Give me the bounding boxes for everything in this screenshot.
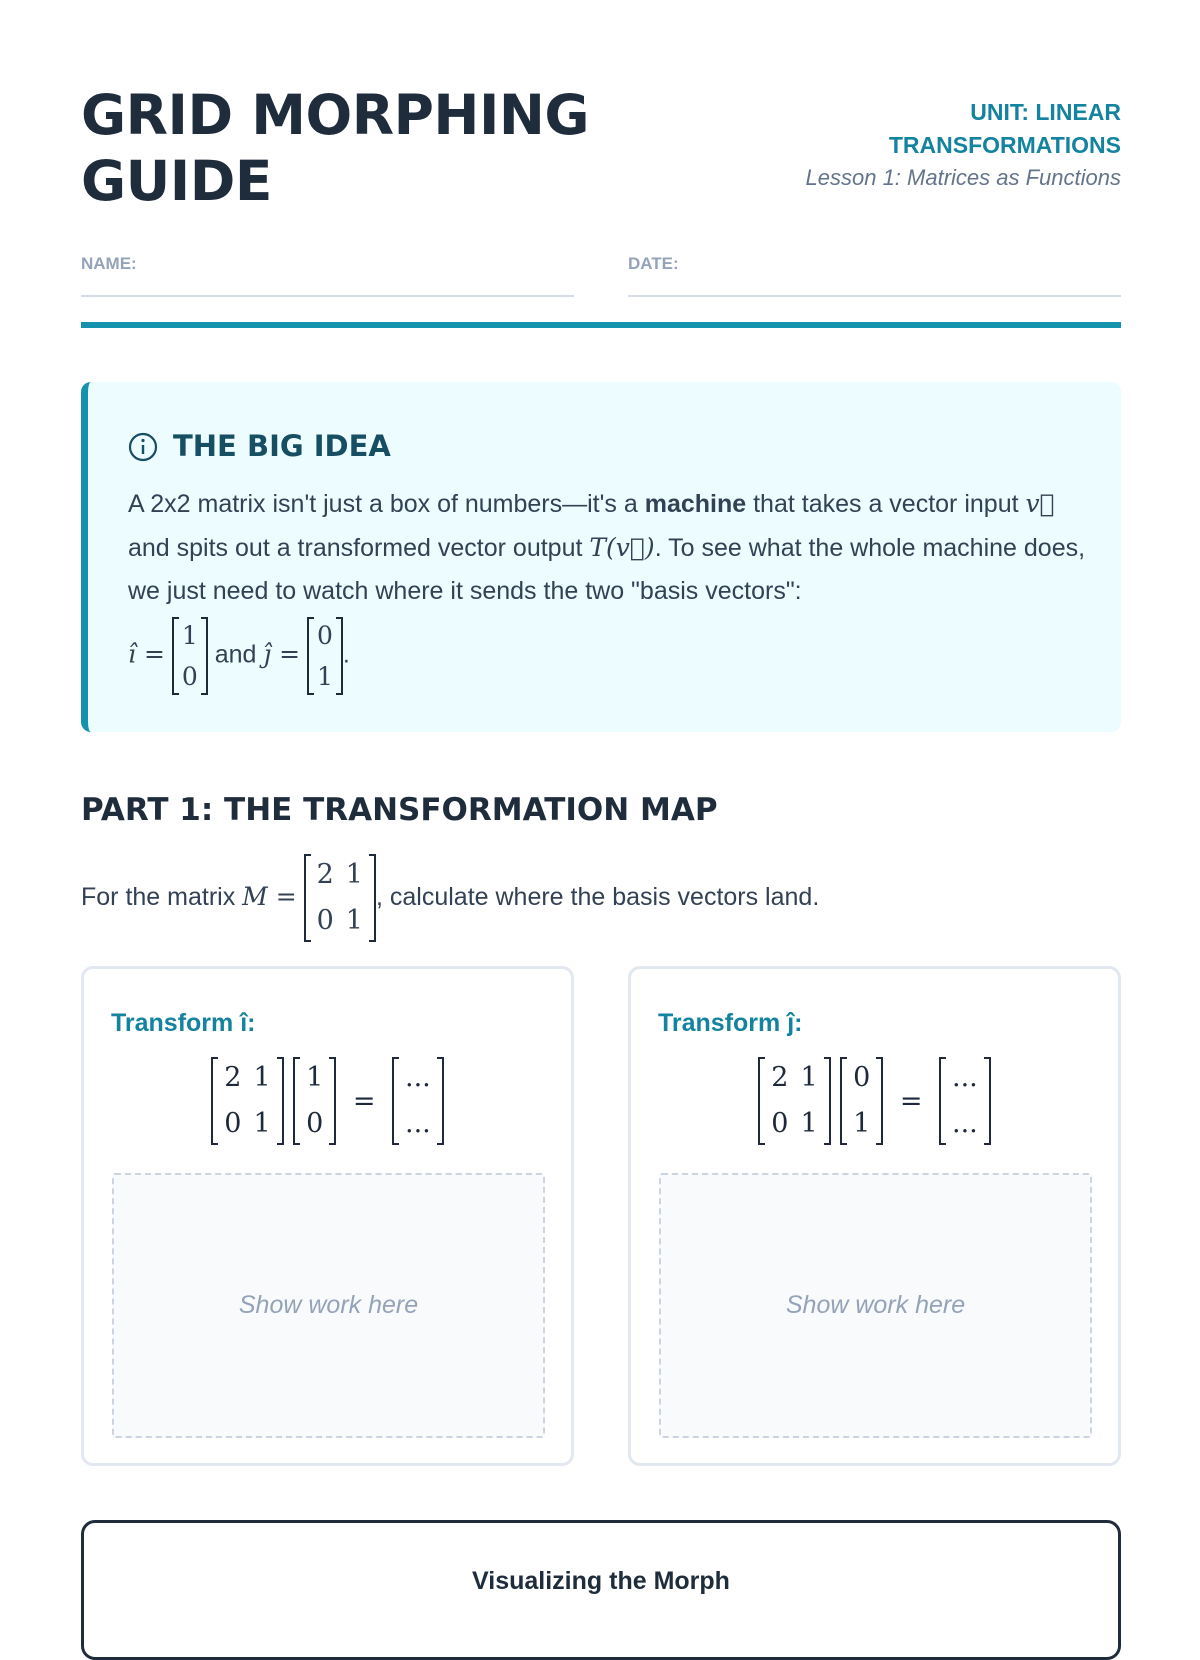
matrix-entry: 1 bbox=[800, 1108, 818, 1139]
card-equation bbox=[631, 1055, 1118, 1147]
big-idea-text-1: A 2x2 matrix isn't just a box of numbers—it's a bbox=[128, 490, 638, 518]
period: . bbox=[342, 640, 350, 669]
visualize-section bbox=[81, 1520, 1121, 1660]
matrix-entry: ... bbox=[404, 1062, 431, 1093]
card-title: Transform ĵ: bbox=[658, 1009, 803, 1037]
matrix-m bbox=[304, 852, 376, 944]
work-placeholder: Show work here bbox=[238, 1291, 419, 1319]
i-hat-matrix bbox=[172, 615, 208, 697]
big-idea-text-2: that takes a vector input bbox=[753, 490, 1019, 518]
name-label: NAME: bbox=[81, 254, 137, 273]
input-vector bbox=[840, 1055, 883, 1147]
part1-intro bbox=[81, 852, 1121, 944]
work-placeholder: Show work here bbox=[785, 1291, 966, 1319]
big-idea-title: THE BIG IDEA bbox=[173, 429, 391, 463]
header-divider bbox=[81, 322, 1121, 328]
matrix-entry: 1 bbox=[181, 621, 198, 650]
matrix-entry: 2 bbox=[316, 859, 334, 891]
matrix-entry: 0 bbox=[853, 1062, 871, 1093]
matrix-entry: ... bbox=[404, 1108, 431, 1139]
work-area[interactable] bbox=[659, 1173, 1092, 1438]
equals-sign: = bbox=[899, 1085, 923, 1117]
intro-prefix: For the matrix bbox=[81, 883, 236, 911]
big-idea-text bbox=[128, 482, 1088, 697]
vector-v: v⃗ bbox=[1025, 489, 1055, 518]
matrix-entry: 1 bbox=[800, 1062, 818, 1093]
matrix-entry: ... bbox=[951, 1062, 978, 1093]
equals-sign: = bbox=[352, 1085, 376, 1117]
matrix-entry: 1 bbox=[853, 1108, 871, 1139]
matrix-entry: 1 bbox=[306, 1062, 324, 1093]
matrix-entry: 1 bbox=[316, 662, 333, 691]
matrix-entry: 1 bbox=[345, 905, 363, 937]
transform-of-v: T(v⃗) bbox=[589, 533, 655, 562]
input-vector bbox=[293, 1055, 336, 1147]
matrix-entry: 0 bbox=[306, 1108, 324, 1139]
matrix-entry: 0 bbox=[771, 1108, 789, 1139]
info-icon bbox=[128, 432, 158, 462]
intro-suffix: , calculate where the basis vectors land. bbox=[375, 883, 820, 911]
matrix-entry: 1 bbox=[253, 1062, 271, 1093]
matrix-entry: 0 bbox=[316, 621, 333, 650]
student-fields bbox=[81, 252, 1121, 296]
card-title: Transform î: bbox=[111, 1009, 256, 1037]
and-word: and bbox=[214, 640, 257, 669]
i-hat-symbol: î = bbox=[128, 639, 165, 669]
part1-heading: PART 1: THE TRANSFORMATION MAP bbox=[81, 792, 718, 828]
date-field[interactable] bbox=[628, 252, 1121, 297]
date-label: DATE: bbox=[628, 254, 679, 273]
result-vector bbox=[392, 1055, 444, 1147]
matrix-entry: 2 bbox=[771, 1062, 789, 1093]
matrix-entry: 0 bbox=[316, 905, 334, 937]
header bbox=[81, 82, 1121, 212]
transform-j-card bbox=[628, 966, 1121, 1466]
matrix-entry: ... bbox=[951, 1108, 978, 1139]
unit-label: UNIT: LINEAR TRANSFORMATIONS bbox=[888, 99, 1121, 158]
lesson-label: Lesson 1: Matrices as Functions bbox=[805, 165, 1121, 190]
j-hat-matrix bbox=[307, 615, 343, 697]
page-title: GRID MORPHING GUIDE bbox=[81, 83, 590, 213]
matrix-entry: 1 bbox=[253, 1108, 271, 1139]
j-hat-symbol: ĵ = bbox=[263, 639, 301, 669]
matrix-m bbox=[211, 1055, 283, 1147]
big-idea-text-3: and spits out a transformed vector output bbox=[128, 534, 583, 562]
matrix-m bbox=[758, 1055, 830, 1147]
matrix-entry: 0 bbox=[224, 1108, 242, 1139]
matrix-entry: 0 bbox=[181, 662, 198, 691]
matrix-m-symbol: M = bbox=[242, 882, 297, 911]
big-idea-bold: machine bbox=[644, 490, 747, 518]
work-area[interactable] bbox=[112, 1173, 545, 1438]
big-idea-text-4: . To see what the whole machine does, we just need to watch where it sends the two "basis vectors": bbox=[128, 534, 1086, 605]
transform-i-card bbox=[81, 966, 574, 1466]
result-vector bbox=[939, 1055, 991, 1147]
matrix-entry: 1 bbox=[345, 859, 363, 891]
matrix-entry: 2 bbox=[224, 1062, 242, 1093]
card-equation bbox=[84, 1055, 571, 1147]
big-idea-callout bbox=[81, 382, 1121, 732]
name-field[interactable] bbox=[81, 252, 574, 297]
basis-vectors bbox=[128, 615, 1088, 697]
visualize-title: Visualizing the Morph bbox=[472, 1567, 730, 1595]
